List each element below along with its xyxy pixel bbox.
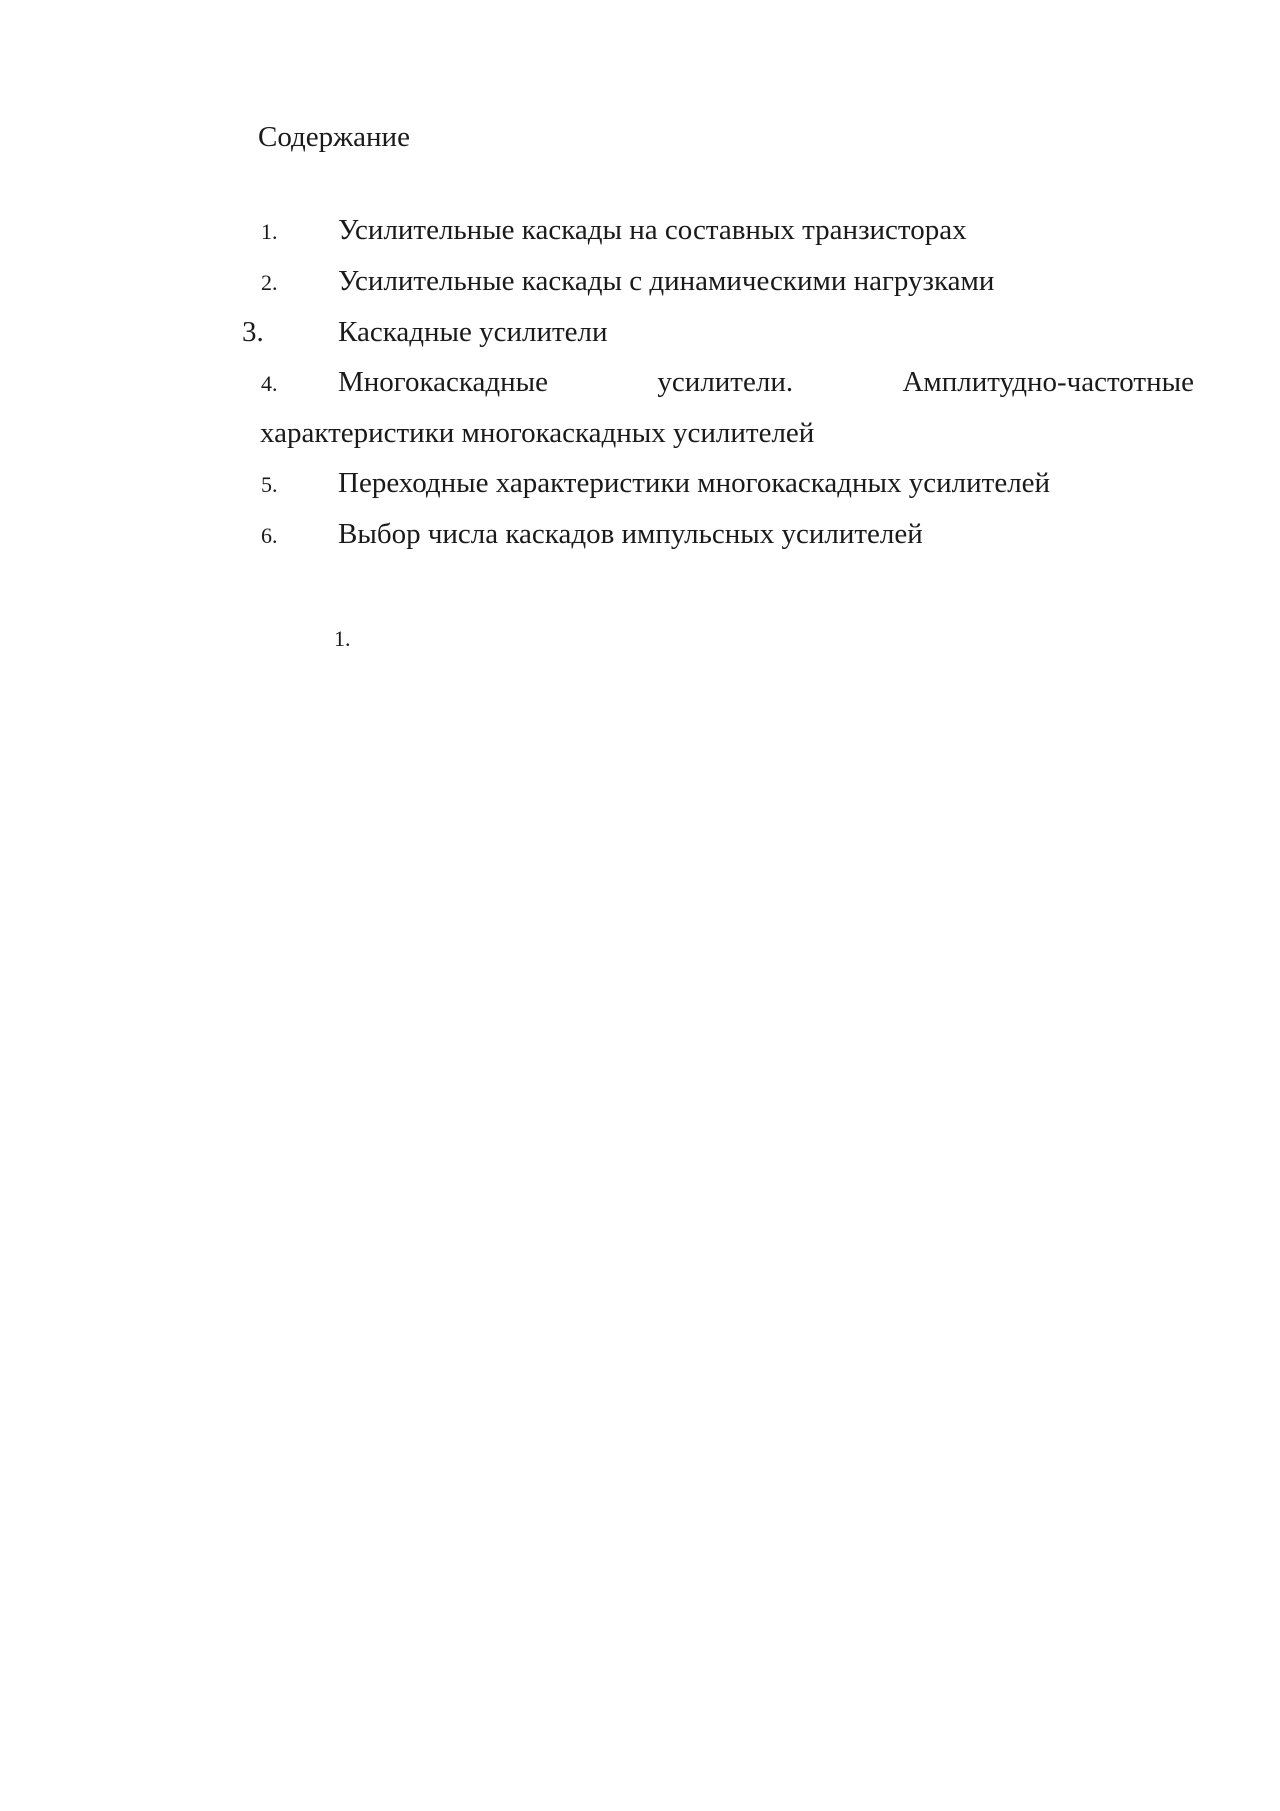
toc-item-1-number: 1.	[261, 219, 278, 244]
toc-item-2-text: Усилительные каскады с динамическими нагрузками	[338, 265, 995, 297]
toc-item-1-text: Усилительные каскады на составных транзисторах	[338, 214, 967, 246]
toc-item-5-text: Переходные характеристики многокаскадных усилителей	[338, 467, 1051, 499]
toc-item-6-number: 6.	[261, 523, 278, 548]
toc-item-4-number: 4.	[261, 371, 278, 396]
toc-item-4-word-3: Амплитудно-частотные	[902, 366, 1194, 398]
toc-item-5-number: 5.	[261, 472, 278, 497]
toc-item-4-word-2: усилители.	[657, 366, 794, 398]
toc-item-6-text: Выбор числа каскадов импульсных усилителей	[338, 518, 923, 550]
toc-item-4-word-1: Многокаскадные	[338, 366, 549, 398]
toc-item-2-number: 2.	[261, 270, 278, 295]
toc-item-3-number: 3.	[242, 316, 264, 348]
toc-item-3-text: Каскадные усилители	[338, 316, 608, 348]
toc-item-4-line2: характеристики многокаскадных усилителей	[260, 417, 815, 449]
toc-item-4-line1	[338, 365, 1194, 399]
page-title: Содержание	[258, 121, 410, 153]
trailing-list-number: 1.	[334, 626, 351, 651]
